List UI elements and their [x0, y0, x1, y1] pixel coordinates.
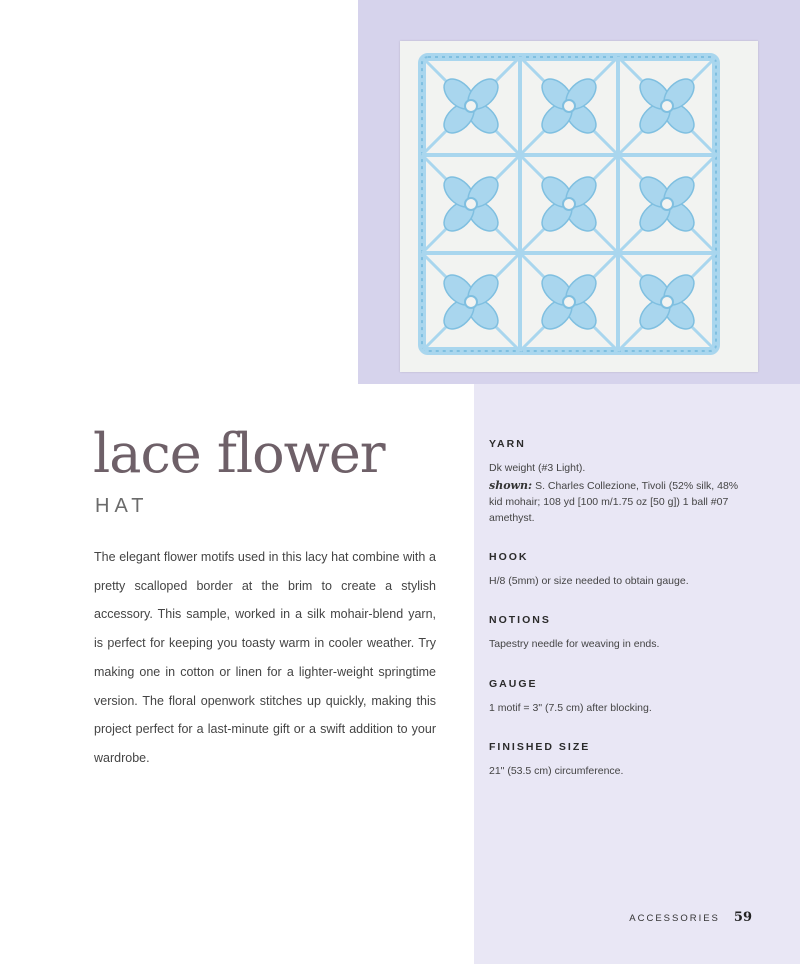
- pattern-title: lace flower: [93, 422, 385, 485]
- shown-label: shown:: [489, 479, 533, 492]
- spec-hook: [489, 551, 754, 589]
- notions-text: Tapestry needle for weaving in ends.: [489, 638, 660, 650]
- flower-center: [563, 100, 575, 112]
- yarn-shown: [489, 478, 754, 526]
- yarn-shown-text: S. Charles Collezione, Tivoli (52% silk, 48% kid mohair; 108 yd [100 m/1.75 oz [50 g]) 1 ball #07 amethyst.: [489, 480, 739, 524]
- flower-center: [563, 296, 575, 308]
- footer-section-label: ACCESSORIES: [629, 913, 720, 924]
- spec-notions: [489, 614, 754, 652]
- spec-heading-finished-size: FINISHED SIZE: [489, 741, 591, 753]
- spec-heading-gauge: GAUGE: [489, 678, 538, 690]
- pattern-subtitle: HAT: [95, 495, 149, 517]
- swatch-photo: [400, 41, 758, 372]
- gauge-text: 1 motif = 3" (7.5 cm) after blocking.: [489, 702, 652, 714]
- flower-center: [465, 198, 477, 210]
- spec-yarn: [489, 438, 754, 526]
- spec-heading-hook: HOOK: [489, 551, 529, 563]
- flower-center: [465, 100, 477, 112]
- spec-heading-yarn: YARN: [489, 438, 526, 450]
- photo-panel: [358, 0, 800, 384]
- pattern-intro: The elegant flower motifs used in this lacy hat combine with a pretty scalloped border at the brim to create a stylish accessory. This sample, worked in a silk mohair-blend yarn, is perfect for keeping you toasty warm in cooler weather. Try making one in cotton or linen for a lighter-weight springtime version. The floral openwork stitches up quickly, making this project perfect for a last-minute gift or a swift addition to your wardrobe.: [94, 550, 436, 765]
- page-footer: [629, 910, 752, 925]
- flower-center: [661, 198, 673, 210]
- spec-gauge: [489, 678, 754, 716]
- spec-finished-size: [489, 741, 754, 779]
- flower-center: [661, 296, 673, 308]
- hook-text: H/8 (5mm) or size needed to obtain gauge.: [489, 575, 689, 587]
- yarn-weight: Dk weight (#3 Light).: [489, 462, 586, 474]
- finished-size-text: 21" (53.5 cm) circumference.: [489, 765, 624, 777]
- flower-center: [563, 198, 575, 210]
- page-number: 59: [733, 910, 752, 925]
- flower-center: [661, 100, 673, 112]
- flower-center: [465, 296, 477, 308]
- spec-heading-notions: NOTIONS: [489, 614, 551, 626]
- crochet-swatch-image: [400, 41, 758, 372]
